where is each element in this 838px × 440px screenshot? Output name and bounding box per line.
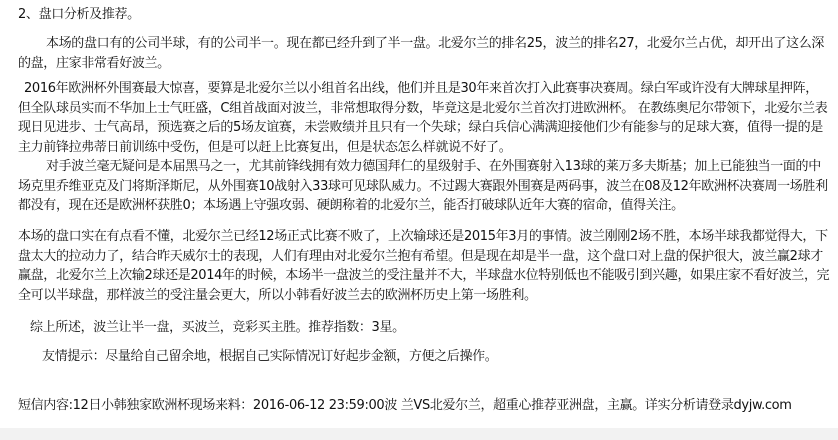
section-heading: 2、盘口分析及推荐。 xyxy=(18,7,140,22)
page-bottom-strip xyxy=(0,428,838,440)
paragraph-friendly-tip: 友情提示：尽量给自己留余地，根据自己实际情况订好起步金额，方便之后操作。 xyxy=(42,349,498,364)
paragraph-poland: 对手波兰毫无疑问是本届黑马之一，尤其前锋线拥有效力德国拜仁的星级射手、在外围赛射入13球的莱万多夫斯基；加上已能独当一面的中场克里乔维亚克及门将斯泽斯尼，从外围赛10战射入33球可见球队威力。不过踢大赛跟外围赛是两码事，波兰在08及12年欧洲杯决赛周一场胜利都没有，现在还是欧洲杯获胜0；本场遇上守强攻弱、硬朗称着的北爱尔兰，能否打破球队近年大赛的宿命，值得关注。 xyxy=(18,159,828,213)
paragraph-handicap-intro: 本场的盘口有的公司半球，有的公司半一。现在都已经升到了半一盘。北爱尔兰的排名25，波兰的排名27，北爱尔兰占优，却开出了这么深的盘，庄家非常看好波兰。 xyxy=(18,36,825,71)
paragraph-northern-ireland: 2016年欧洲杯外围赛最大惊喜，要算是北爱尔兰以小组首名出线，他们并且是30年来首次打入此赛事决赛周。绿白军或许没有大牌球星押阵，但全队球员实而不华加上士气旺盛，C组首战面对波兰，非常想取得分数，毕竟这是北爱尔兰首次打进欧洲杯。 在教练奥尼尔带领下，北爱尔兰表现日见进步、士气高昂，预选赛之后的5场友谊赛，未尝败绩并且只有一个失球；绿白兵信心满满迎接他们少有能参与的足球大赛，值得一提的是主力前锋拉弗蒂日前训练中受伤，但是可以赶上比赛复出，但是状态怎么样就说不好了。 xyxy=(18,81,828,155)
paragraph-handicap-analysis: 本场的盘口实在有点看不懂，北爱尔兰已经12场正式比赛不败了，上次输球还是2015年3月的事情。波兰刚刚2场不胜，本场半球我都觉得大，下盘太大的拉动力了，结合昨天威尔士的表现，人们有理由对北爱尔兰抱有希望。但是现在却是半一盘，这个盘口对上盘的保护很大，波兰赢2球才赢盘，北爱尔兰上次输2球还是2014年的时候，本场半一盘波兰的受注量并不大，半球盘水位特别低也不能吸引到兴趣，如果庄家不看好波兰，完全可以半球盘，那样波兰的受注量会更大，所以小韩看好波兰去的欧洲杯历史上第一场胜利。 xyxy=(18,229,830,303)
paragraph-summary: 综上所述，波兰让半一盘，买波兰，竞彩买主胜。推荐指数：3星。 xyxy=(30,320,405,335)
paragraph-sms-content: 短信内容:12日小韩独家欧洲杯现场来料：2016-06-12 23:59:00波 兰VS北爱尔兰，超重心推荐亚洲盘，主赢。详实分析请登录dyjw.com xyxy=(18,398,792,413)
